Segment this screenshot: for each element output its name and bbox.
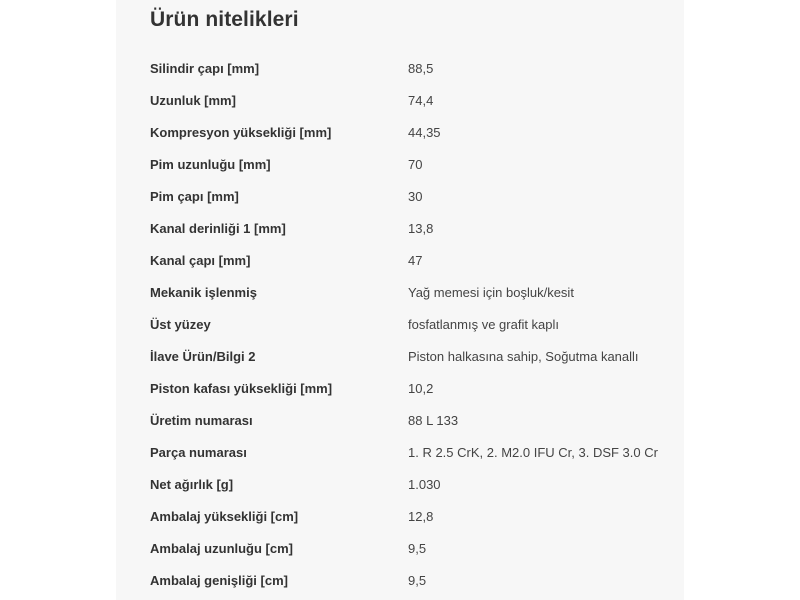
spec-value: 70 [408, 156, 423, 172]
spec-value: Yağ memesi için boşluk/kesit [408, 284, 574, 300]
spec-row [150, 372, 670, 404]
spec-label: Parça numarası [150, 444, 247, 460]
spec-value: 44,35 [408, 124, 441, 140]
spec-row [150, 148, 670, 180]
spec-label: Kanal çapı [mm] [150, 252, 251, 268]
spec-row [150, 116, 670, 148]
spec-value: 47 [408, 252, 423, 268]
spec-value: Piston halkasına sahip, Soğutma kanallı [408, 348, 639, 364]
spec-label: Ambalaj genişliği [cm] [150, 572, 288, 588]
spec-value: fosfatlanmış ve grafit kaplı [408, 316, 560, 332]
spec-row [150, 564, 670, 596]
spec-label: Üst yüzey [150, 316, 211, 332]
spec-label: Piston kafası yüksekliği [mm] [150, 380, 333, 396]
spec-label: Üretim numarası [150, 412, 253, 428]
spec-label: Ambalaj uzunluğu [cm] [150, 540, 293, 556]
spec-value: 30 [408, 188, 423, 204]
spec-label: Kanal derinliği 1 [mm] [150, 220, 286, 236]
spec-value: 9,5 [408, 540, 427, 556]
spec-value: 1.030 [408, 476, 441, 492]
spec-row [150, 340, 670, 372]
spec-row [150, 52, 670, 84]
spec-label: Pim uzunluğu [mm] [150, 156, 271, 172]
spec-row [150, 308, 670, 340]
spec-value: 88 L 133 [408, 412, 459, 428]
spec-value: 9,5 [408, 572, 427, 588]
spec-value: 74,4 [408, 92, 434, 108]
spec-row [150, 212, 670, 244]
spec-row [150, 244, 670, 276]
spec-label: Kompresyon yüksekliği [mm] [150, 124, 332, 140]
spec-value: 88,5 [408, 60, 434, 76]
section-title: Ürün nitelikleri [150, 8, 299, 31]
spec-label: Net ağırlık [g] [150, 476, 234, 492]
spec-row [150, 532, 670, 564]
spec-label: Silindir çapı [mm] [150, 60, 260, 76]
spec-row [150, 276, 670, 308]
spec-value: 1. R 2.5 CrK, 2. M2.0 IFU Cr, 3. DSF 3.0 Cr [408, 444, 658, 460]
spec-value: 13,8 [408, 220, 434, 236]
spec-label: İlave Ürün/Bilgi 2 [150, 348, 256, 364]
spec-label: Mekanik işlenmiş [150, 284, 257, 300]
spec-row [150, 180, 670, 212]
spec-row [150, 404, 670, 436]
spec-label: Uzunluk [mm] [150, 92, 236, 108]
spec-label: Ambalaj yüksekliği [cm] [150, 508, 299, 524]
spec-row [150, 436, 670, 468]
spec-row [150, 84, 670, 116]
product-attributes-panel [116, 0, 684, 600]
spec-row [150, 500, 670, 532]
spec-value: 10,2 [408, 380, 434, 396]
spec-label: Pim çapı [mm] [150, 188, 239, 204]
spec-row [150, 468, 670, 500]
spec-table [150, 52, 670, 596]
spec-value: 12,8 [408, 508, 434, 524]
